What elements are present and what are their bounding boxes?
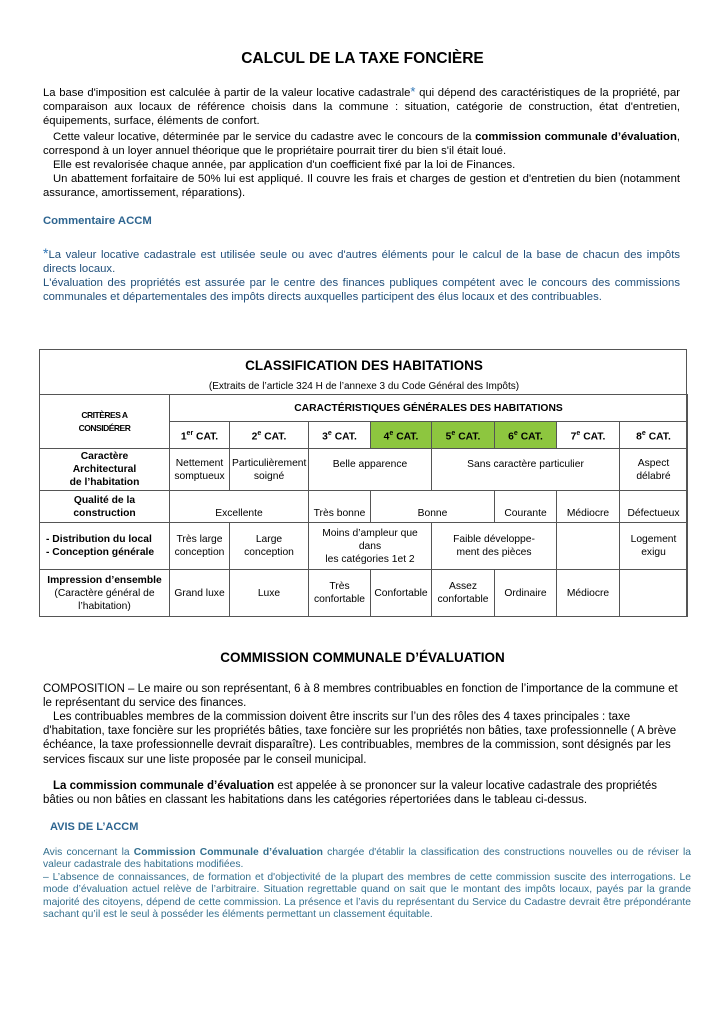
commission-paragraph-1: COMPOSITION – Le maire ou son représentant, 6 à 8 membres contribuables en fonction de l’importance de la commune et le représentant du service des finances.	[43, 683, 678, 710]
table-row	[40, 523, 688, 570]
commission-text: est appelée à se prononcer sur la valeur locative cadastrale des propriétés bâties ou non bâties en classant les habitations dans les catégories répertoriées dans le tableau ci-dessus.	[43, 780, 658, 807]
avis-label: AVIS DE L’ACCM	[50, 821, 139, 833]
table-cell: Luxe	[230, 570, 309, 617]
avis-text: Avis concernant la	[43, 847, 134, 858]
intro-text: La base d'imposition est calculée à partir de la valeur locative cadastrale	[43, 87, 411, 99]
intro-text: , correspond à un loyer annuel théorique que le propriétaire pourrait tirer du bien s'il était loué.	[43, 131, 680, 157]
category-header-highlighted: 5e CAT.	[432, 422, 495, 449]
intro-text: Cette valeur locative, déterminée par le service du cadastre avec le concours de la	[53, 131, 476, 143]
table-cell: Large conception	[230, 523, 309, 570]
commission-paragraph-3	[43, 779, 683, 807]
category-header: 2e CAT.	[230, 422, 309, 449]
table-cell: Médiocre	[557, 570, 620, 617]
table-cell: Très large conception	[170, 523, 230, 570]
classification-subtitle: (Extraits de l’article 324 H de l’annexe 3 du Code Général des Impôts)	[208, 381, 520, 392]
avis-text: chargée d'établir la classification des constructions nouvelles ou de réviser la valeur cadastrale des habitations modifiées.	[43, 847, 691, 871]
table-cell: Ordinaire	[495, 570, 557, 617]
classification-table	[39, 394, 688, 617]
commission-bold-text: La commission communale d’évaluation	[53, 780, 275, 792]
row-label-distribution: - Distribution du local - Conception générale	[40, 523, 170, 570]
table-cell: Particulièrement soigné	[230, 449, 309, 491]
criteria-text: CRITÈRES A	[81, 409, 128, 420]
criteria-header	[40, 395, 170, 449]
commission-title: COMMISSION COMMUNALE D’ÉVALUATION	[220, 650, 505, 665]
row-label-architecture: Caractère Architectural de l’habitation	[40, 449, 170, 491]
table-cell: Belle apparence	[309, 449, 432, 491]
table-cell: Défectueux	[620, 491, 688, 523]
avis-paragraph-1	[43, 847, 691, 872]
criteria-text: CONSIDÉRER	[78, 422, 131, 433]
comment-paragraph-2: L'évaluation des propriétés est assurée par le centre des finances publiques compétent avec le concours des commissions communales et départementales des impôts directs auxquelles participent des élus locaux et des contribuables.	[43, 277, 680, 303]
table-cell: Bonne	[371, 491, 495, 523]
table-cell: Logement exigu	[620, 523, 688, 570]
intro-text: qui dépend des caractéristiques de la propriété, par comparaison aux locaux de référence choisis dans la commune : situation, catégorie de construction, état d'entretien, équipements, surface, éléments de confort.	[43, 87, 680, 127]
general-characteristics-header: CARACTÉRISTIQUES GÉNÉRALES DES HABITATIONS	[170, 395, 688, 422]
table-cell: Faible développe- ment des pièces	[432, 523, 557, 570]
table-cell: Courante	[495, 491, 557, 523]
avis-paragraph-2: – L’absence de connaissances, de formation et d'objectivité de la plupart des membres de cette commission suscite des interrogations. Le mode d’évaluation actuel relève de l’arbitraire. Situation regrettable quand on sait que le montant des impôts locaux, payés par la grande majorité des citoyens, dépend de cette commission. La présence et l’avis du représentant du Service du Cadastre devrait être prépondérante sachant qu’il est le seul à posséder les éléments permettant un classement équitable.	[43, 872, 691, 920]
table-row	[40, 491, 688, 523]
intro-bold-text: commission communale d’évaluation	[475, 131, 677, 143]
row-label-impression: Impression d’ensemble (Caractère général de l’habitation)	[40, 570, 170, 617]
category-header: 3e CAT.	[309, 422, 371, 449]
avis-bold-text: Commission Communale d’évaluation	[133, 847, 323, 858]
intro-paragraph-4: Un abattement forfaitaire de 50% lui est appliqué. Il couvre les frais et charges de gestion et d'entretien du bien (notamment assurance, amortissement, réparations).	[43, 173, 680, 199]
table-cell: Nettement somptueux	[170, 449, 230, 491]
table-cell: Excellente	[170, 491, 309, 523]
table-cell: Sans caractère particulier	[432, 449, 620, 491]
table-cell	[557, 523, 620, 570]
comment-label: Commentaire ACCM	[43, 215, 152, 227]
table-cell: Assez confortable	[432, 570, 495, 617]
comment-paragraph-1	[43, 246, 680, 276]
category-header: 8e CAT.	[620, 422, 688, 449]
category-header: 7e CAT.	[557, 422, 620, 449]
intro-paragraph-3: Elle est revalorisée chaque année, par application d'un coefficient fixé par la loi de Finances.	[53, 159, 516, 171]
table-cell: Très confortable	[309, 570, 371, 617]
asterisk-mark: *	[410, 84, 416, 99]
table-cell: Grand luxe	[170, 570, 230, 617]
comment-text: La valeur locative cadastrale est utilisée seule ou avec d'autres éléments pour le calcul de la base de chacun des impôts directs locaux.	[43, 249, 680, 275]
table-row	[40, 449, 688, 491]
page-title: CALCUL DE LA TAXE FONCIÈRE	[241, 50, 484, 67]
classification-box	[39, 349, 687, 617]
table-cell: Aspect délabré	[620, 449, 688, 491]
table-cell: Moins d’ampleur que dans les catégories 1et 2	[309, 523, 432, 570]
intro-paragraph-1	[43, 85, 680, 128]
intro-paragraph-2	[43, 130, 680, 158]
table-row	[40, 570, 688, 617]
category-header: 1er CAT.	[170, 422, 230, 449]
table-cell: Médiocre	[557, 491, 620, 523]
classification-title: CLASSIFICATION DES HABITATIONS	[245, 358, 483, 373]
table-row	[40, 395, 688, 422]
asterisk-mark: *	[43, 245, 49, 261]
category-header-highlighted: 4e CAT.	[371, 422, 432, 449]
category-header-highlighted: 6e CAT.	[495, 422, 557, 449]
table-cell: Confortable	[371, 570, 432, 617]
table-cell	[620, 570, 688, 617]
table-cell: Très bonne	[309, 491, 371, 523]
row-label-quality: Qualité de la construction	[40, 491, 170, 523]
commission-paragraph-2: Les contribuables membres de la commission doivent être inscrits sur l’un des rôles des 4 taxes principales : taxe d'habitation, taxe foncière sur les propriétés bâties, taxe foncière sur les propriétés non bâties, taxe professionnelle ( A brève échéance, la taxe professionnelle devrait disparaître). Les contribuables, membres de la commission, sont désignés par les services fiscaux sur une liste proposée par le conseil municipal.	[43, 711, 677, 766]
